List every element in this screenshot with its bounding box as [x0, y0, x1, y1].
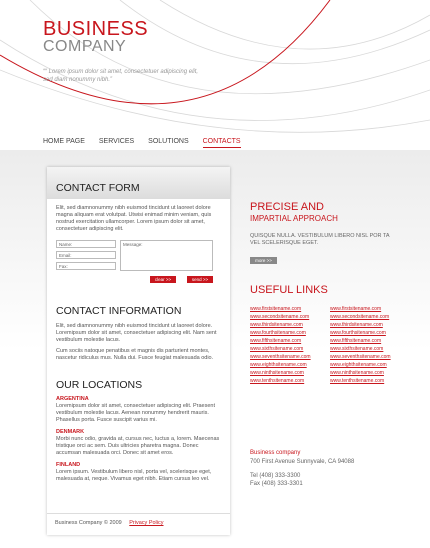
nav-contacts[interactable]: CONTACTS [203, 138, 241, 148]
useful-link[interactable]: www.secondsitename.com [330, 314, 390, 320]
location-text: Morbi nunc odio, gravida at, cursus nec, luctus a, lorem. Maecenas tristique orci ac sem. Duis ultricies pharetra magna. Donec accumsan malesuada orci. Donec sit amet eros. [56, 436, 220, 456]
address-tel: Tel (408) 333-3300 [250, 473, 301, 479]
useful-link[interactable]: www.ninthsitename.com [330, 370, 384, 376]
useful-link[interactable]: www.firstsitename.com [250, 306, 302, 312]
useful-link[interactable]: www.thirdsitename.com [250, 322, 303, 328]
useful-link[interactable]: www.fourthsitename.com [250, 330, 306, 336]
locations-title: OUR LOCATIONS [56, 379, 143, 391]
footer-divider [47, 513, 230, 514]
useful-link[interactable]: www.fourthsitename.com [330, 330, 386, 336]
useful-links-left [250, 305, 311, 385]
useful-link[interactable]: www.secondsitename.com [250, 314, 310, 320]
precise-title: PRECISE AND [250, 201, 324, 213]
nav-home-page[interactable]: HOME PAGE [43, 138, 85, 145]
logo[interactable] [43, 19, 148, 55]
nav-services[interactable]: SERVICES [98, 138, 135, 145]
useful-link[interactable]: www.tenthsitename.com [330, 378, 385, 384]
email-field[interactable]: Email: [56, 251, 116, 259]
address-fax: Fax (408) 333-3301 [250, 481, 303, 487]
logo-business: BUSINESS [43, 18, 149, 40]
contact-form-intro: Elit, sed diamnonummy nibh euismod tincidunt ut laoreet dolore magna aliquam erat volutpat. Utwisi enimad minim veniam, quis nostrud exercitation ullamcorper. Lorem ipsum dolor sit amet, consectetuer adipiscing elit. [56, 205, 212, 232]
useful-link[interactable]: www.thirdsitename.com [330, 322, 383, 328]
clear-button[interactable]: clear >> [150, 276, 176, 283]
useful-link[interactable]: www.ninthsitename.com [250, 370, 304, 376]
useful-links-title: USEFUL LINKS [250, 284, 328, 296]
useful-link[interactable]: www.sixthsitename.com [250, 346, 304, 352]
main-nav [43, 138, 241, 148]
useful-link[interactable]: www.firstsitename.com [330, 306, 382, 312]
location-name: FINLAND [56, 462, 81, 468]
nav-solutions[interactable]: SOLUTIONS [148, 138, 189, 145]
copyright-text: Business Company © 2009 [55, 520, 122, 526]
useful-link[interactable]: www.seventhsitename.com [330, 354, 391, 360]
privacy-policy-link[interactable]: Privacy Policy [129, 520, 164, 526]
more-button[interactable]: more >> [250, 257, 277, 264]
fax-field[interactable]: Fax: [56, 262, 116, 270]
useful-link[interactable]: www.seventhsitename.com [250, 354, 311, 360]
logo-company: COMPANY [43, 38, 127, 55]
precise-subtitle: IMPARTIAL APPROACH [250, 214, 338, 223]
location-text: Lorem ipsum. Vestibulum libero nisl, porta vel, scelerisque eget, malesuada at, neque. Vivamus eget nibh. Etiam cursus leo vel. [56, 469, 212, 482]
slogan: ““ Lorem ipsum dolor sit amet, consectetuer adipiscing elit, sed diam nonummy nibh.” [43, 69, 199, 83]
location-name: DENMARK [56, 429, 85, 435]
contact-info-title: CONTACT INFORMATION [56, 305, 182, 317]
send-button[interactable]: send >> [187, 276, 213, 283]
useful-link[interactable]: www.tenthsitename.com [250, 378, 305, 384]
contact-info-text-1: Elit, sed diamnonummy nibh euismod tincidunt ut laoreet dolore. Loremipsum dolor sit amet, consectetuer adipiscing elit. Nam sent vestibulum molestie lacus. [56, 323, 217, 343]
useful-link[interactable]: www.sixthsitename.com [330, 346, 384, 352]
useful-link[interactable]: www.eighthsitename.com [330, 362, 387, 368]
useful-links-right [330, 305, 391, 385]
left-content-panel [47, 167, 230, 535]
contact-info-text-2: Cum sociis natoque penatibus et magnis dis parturient montes, nascetur ridiculus mus. Nulla dui. Fusce feugiat malesuada odio. [56, 348, 214, 361]
name-field[interactable]: Name: [56, 240, 116, 248]
location-text: Loremipsum dolor sit amet, consectetuer adipiscing elit. Praesent vestibulum molestie lacus. Aenean nonummy hendrerit mauris. Phasellus porta. Fusce suscipit varius mi. [56, 403, 215, 423]
address-company: Business company [250, 450, 301, 456]
contact-form-title: CONTACT FORM [56, 182, 140, 194]
useful-link[interactable]: www.fifthsitename.com [250, 338, 302, 344]
useful-link[interactable]: www.fifthsitename.com [330, 338, 382, 344]
address-street: 700 First Avenue Sunnyvale, CA 94088 [250, 459, 355, 465]
precise-text: QUISQUE NULLA. VESTIBULUM LIBERO NISL POR TA VEL SCELERISQUE EGET. [250, 233, 390, 246]
message-field[interactable]: Message: [120, 240, 213, 271]
location-name: ARGENTINA [56, 396, 89, 402]
footer [55, 520, 164, 526]
useful-link[interactable]: www.eighthsitename.com [250, 362, 307, 368]
